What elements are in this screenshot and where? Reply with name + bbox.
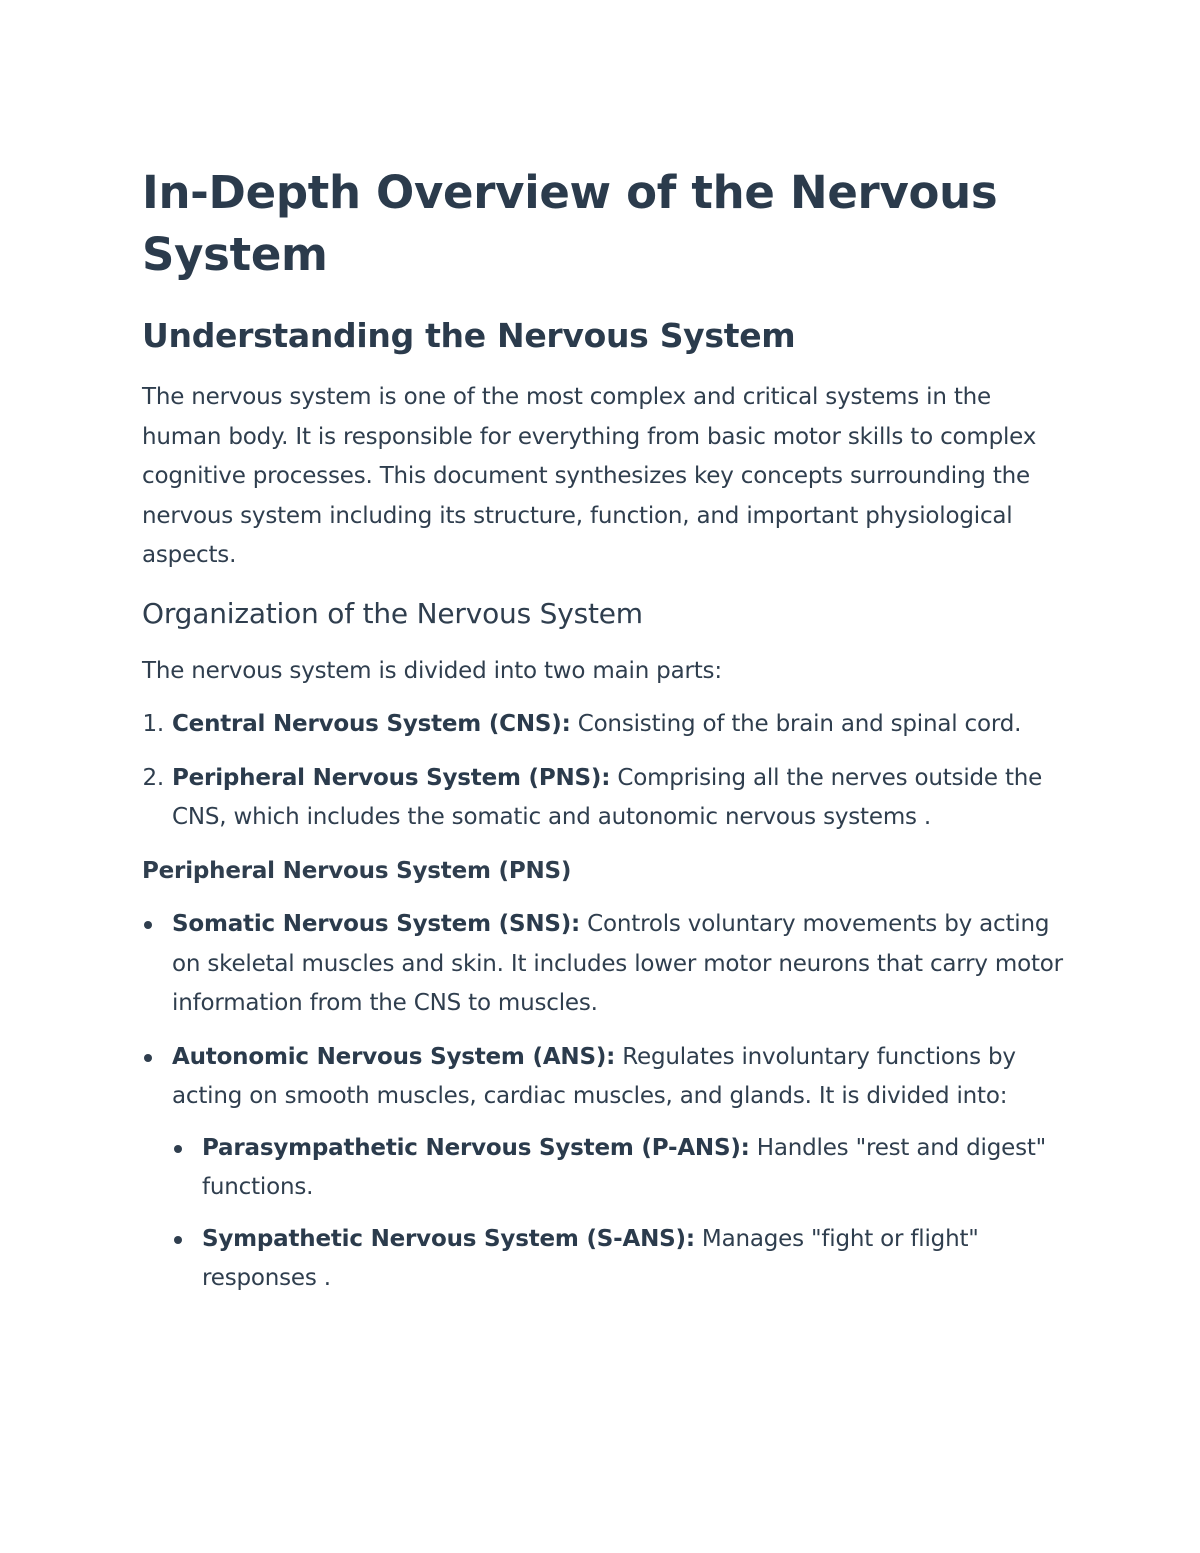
list-item-term: Somatic Nervous System (SNS): (172, 911, 581, 937)
bullet-icon (174, 1145, 182, 1153)
list-item-text: Consisting of the brain and spinal cord. (570, 711, 1022, 737)
ans-sublist (172, 1129, 1072, 1299)
pns-heading: Peripheral Nervous System (PNS) (142, 857, 572, 884)
list-item-text: Handles "rest and digest" functions. (202, 1134, 1047, 1200)
list-item-text: Controls voluntary movements by acting on skeletal muscles and skin. It includes lower motor neurons that carry motor information from the CNS to muscles. (172, 911, 1063, 1016)
list-item-term: Parasympathetic Nervous System (P-ANS): (202, 1134, 750, 1161)
list-item-pns (142, 759, 1072, 838)
list-item-text: Regulates involuntary functions by acting on smooth muscles, cardiac muscles, and glands. It is divided into: (172, 1043, 1016, 1109)
bullet-icon (144, 1054, 152, 1062)
organization-intro: The nervous system is divided into two main parts: (142, 657, 722, 684)
list-item-term: Autonomic Nervous System (ANS): (172, 1043, 616, 1070)
pns-list (142, 905, 1072, 1299)
parts-list (142, 705, 1072, 838)
section-heading: Understanding the Nervous System (142, 316, 796, 355)
bullet-icon (174, 1236, 182, 1244)
bullet-icon (144, 921, 152, 929)
list-item-sns (142, 905, 1072, 1024)
list-item-term: Peripheral Nervous System (PNS): (172, 764, 611, 791)
list-item-text: Manages "fight or flight" responses . (202, 1225, 979, 1291)
list-number: 2. (142, 764, 164, 791)
document-title: In-Depth Overview of the Nervous System (142, 166, 998, 281)
list-item-s-ans (172, 1220, 1072, 1299)
document-page (142, 162, 1072, 1299)
organization-heading: Organization of the Nervous System (142, 596, 643, 630)
intro-paragraph: The nervous system is one of the most complex and critical systems in the human body. It is responsible for everything from basic motor skills to complex cognitive processes. This document synthesizes key concepts surrounding the nervous system including its structure, function, and important physiological aspects. (142, 384, 1037, 568)
list-item-p-ans (172, 1129, 1072, 1208)
list-item-ans (142, 1038, 1072, 1299)
list-item-term: Sympathetic Nervous System (S-ANS): (202, 1225, 695, 1252)
list-item-term: Central Nervous System (CNS): (172, 711, 571, 737)
list-item-text: Comprising all the nerves outside the CNS, which includes the somatic and autonomic nervous systems . (172, 764, 1043, 830)
list-item-cns (142, 705, 1072, 745)
list-number: 1. (142, 711, 164, 737)
